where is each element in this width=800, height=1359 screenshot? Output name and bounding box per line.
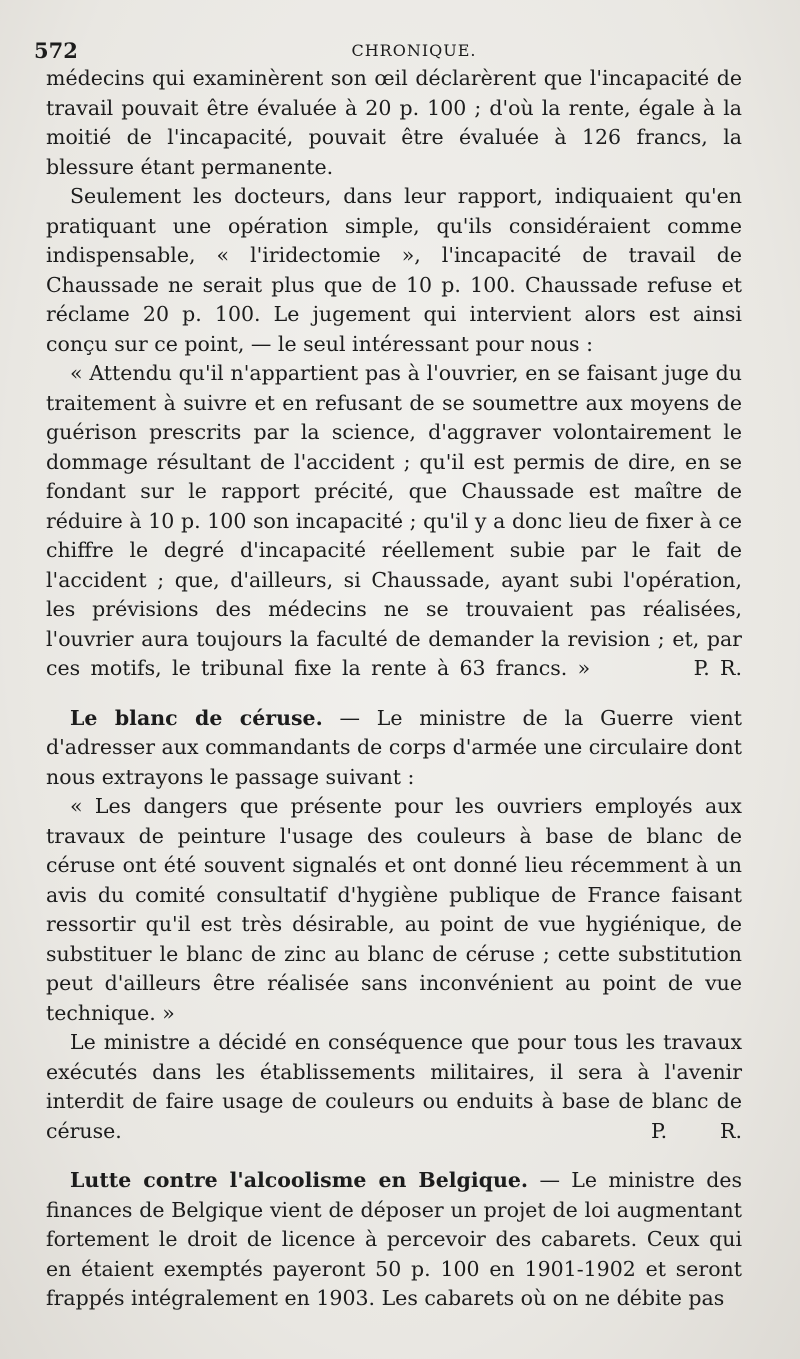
decision-text: Le ministre a décidé en conséquence que pour tous les travaux exécutés dans les établissements militaires, il sera à l'avenir interdit de faire usage de couleurs ou enduits à base de blanc de céruse. (46, 1030, 742, 1143)
alcoholism-section (46, 1166, 742, 1314)
judgment-quote-text: « Attendu qu'il n'appartient pas à l'ouvrier, en se faisant juge du traitement à suivre et en refusant de se soumettre aux moyens de guérison prescrits par la science, d'aggraver volontairement le dommage résultant de l'accident ; qu'il est permis de dire, en se fondant sur le rapport précité, que Chaussade est maître de réduire à 10 p. 100 son incapacité ; qu'il y a donc lieu de fixer à ce chiffre le degré d'incapacité réellement subie par le fait de l'accident ; que, d'ailleurs, si Chaussade, ayant subi l'opération, les prévisions des médecins ne se trouvaient pas réalisées, l'ouvrier aura toujours la faculté de demander la revision ; et, par ces motifs, le tribunal fixe la rente à 63 francs. » (46, 361, 742, 680)
paragraph-iridectomy: Seulement les docteurs, dans leur rapport, indiquaient qu'en pratiquant une opération simple, qu'ils considéraient comme indispensable, « l'iridectomie », l'incapacité de travail de Chaussade ne serait plus que de 10 p. 100. Chaussade refuse et réclame 20 p. 100. Le jugement qui intervient alors est ainsi conçu sur ce point, — le seul intéressant pour nous : (46, 184, 742, 356)
signature: P. R. (650, 1118, 742, 1143)
ceruse-intro (46, 704, 742, 793)
paragraph-medical-assessment: médecins qui examinèrent son œil déclarèrent que l'incapacité de travail pouvait être évaluée à 20 p. 100 ; d'où la rente, égale à la moitié de l'incapacité, pouvait être évaluée à 126 francs, la blessure étant permanente. (46, 66, 742, 179)
signature: P. R. (693, 656, 743, 680)
paragraph-judgment-quote (46, 359, 742, 684)
running-title: CHRONIQUE. (351, 41, 477, 60)
chaussade-case-section (46, 64, 742, 684)
section-title: Lutte contre l'alcoolisme en Belgique. (70, 1168, 529, 1192)
page-number: 572 (34, 38, 78, 63)
section-title: Le blanc de céruse. (70, 705, 323, 730)
ceruse-intro-text: — Le ministre de la Guerre vient d'adresser aux commandants de corps d'armée une circulaire dont nous extrayons le passage suivant : (46, 705, 742, 789)
paragraph-ministry-decision (46, 1028, 742, 1146)
running-head (34, 30, 742, 64)
alcoholism-text: — Le ministre des finances de Belgique vient de déposer un projet de loi augmentant fortement le droit de licence à percevoir des cabarets. Ceux qui en étaient exemptés payeront 50 p. 100 en 1901-1902 et seront frappés intégralement en 1903. Les cabarets où on ne débite pas (46, 1168, 742, 1310)
paragraph-circular-quote: « Les dangers que présente pour les ouvriers employés aux travaux de peinture l'usage des couleurs à base de blanc de céruse ont été souvent signalés et ont donné lieu récemment à un avis du comité consultatif d'hygiène publique de France faisant ressortir qu'il est très désirable, au point de vue hygiénique, de substituer le blanc de zinc au blanc de céruse ; cette substitution peut d'ailleurs être réalisée sans inconvénient au point de vue technique. » (46, 794, 742, 1025)
ceruse-section (46, 704, 742, 1147)
alcoholism-intro (46, 1166, 742, 1314)
